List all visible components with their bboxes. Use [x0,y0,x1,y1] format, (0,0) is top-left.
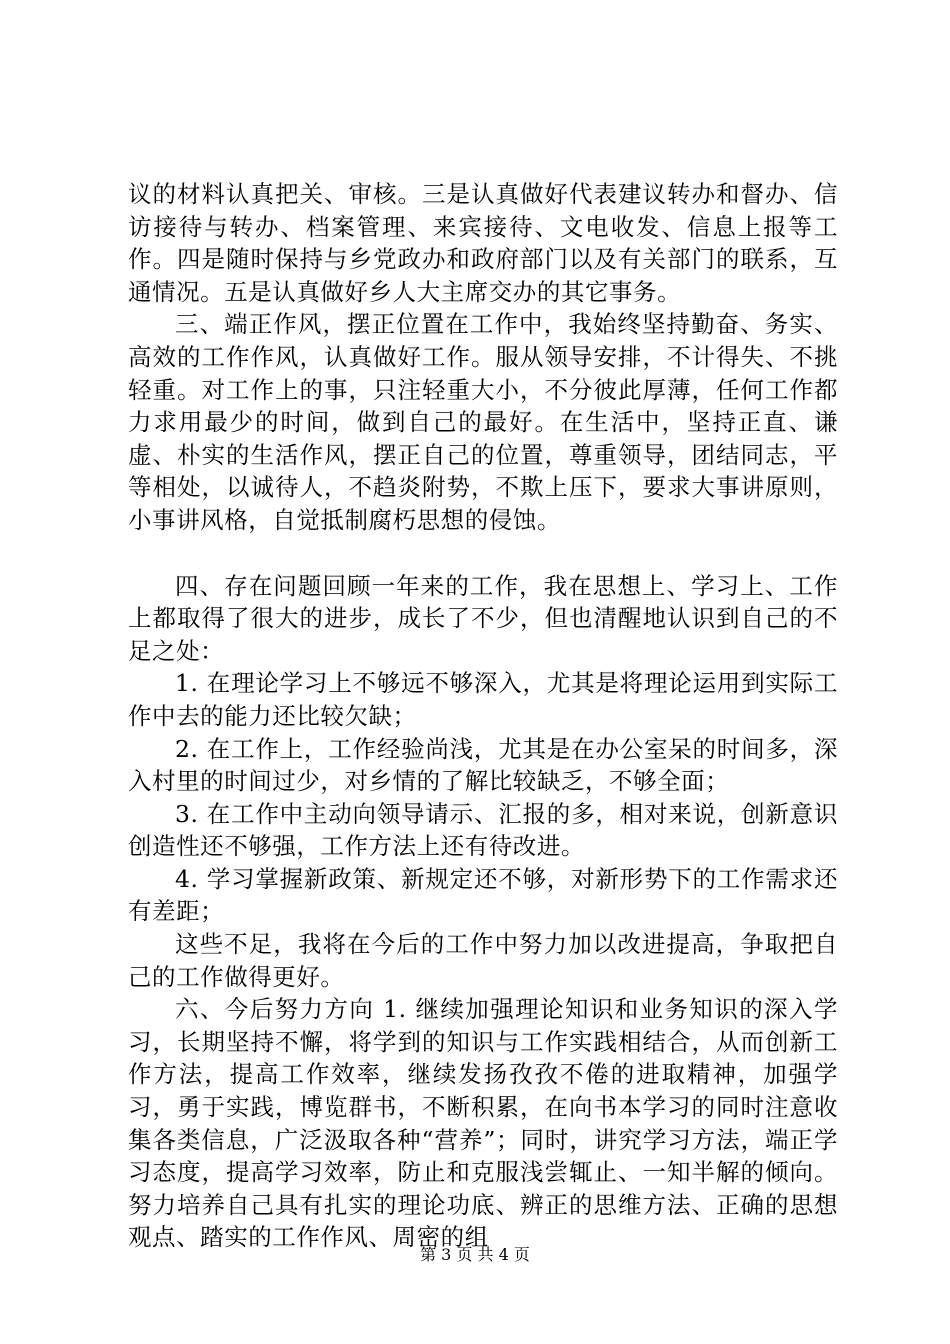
list-item-1: 1. 在理论学习上不够远不够深入，尤其是将理论运用到实际工作中去的能力还比较欠缺； [128,669,838,730]
paragraph-continued: 议的材料认真把关、审核。三是认真做好代表建议转办和督办、信访接待与转办、档案管理、来宾接待、文电收发、信息上报等工作。四是随时保持与乡党政办和政府部门以及有关部门的联系，互通情况。五是认真做好乡人大主席交办的其它事务。 [128,180,838,306]
list-item-4: 4. 学习掌握新政策、新规定还不够，对新形势下的工作需求还有差距； [128,864,838,926]
paragraph-section-3: 三、端正作风，摆正位置在工作中，我始终坚持勤奋、务实、高效的工作作风，认真做好工作。服从领导安排，不计得失、不挑轻重。对工作上的事，只注轻重大小，不分彼此厚薄，任何工作都力求用最少的时间，做到自己的最好。在生活中，坚持正直、谦虚、朴实的生活作风，摆正自己的位置，尊重领导，团结同志，平等相处，以诚待人，不趋炎附势，不欺上压下，要求大事讲原则，小事讲风格，自觉抵制腐朽思想的侵蚀。 [128,310,838,534]
paragraph-section-4: 四、存在问题回顾一年来的工作，我在思想上、学习上、工作上都取得了很大的进步，成长了不少，但也清醒地认识到自己的不足之处： [128,571,838,665]
page-footer: 第 3 页 共 4 页 [420,1245,530,1264]
document-body [128,178,838,1254]
list-item-2: 2. 在工作上，工作经验尚浅，尤其是在办公室呆的时间多，深入村里的时间过少，对乡情的了解比较缺乏，不够全面； [128,734,838,796]
paragraph-summary: 这些不足，我将在今后的工作中努力加以改进提高，争取把自己的工作做得更好。 [128,930,838,991]
paragraph-gap [128,537,838,570]
list-item-3: 3. 在工作中主动向领导请示、汇报的多，相对来说，创新意识创造性还不够强，工作方法上还有待改进。 [128,799,838,861]
paragraph-section-6: 六、今后努力方向 1. 继续加强理论知识和业务知识的深入学习，长期坚持不懈，将学到的知识与工作实践相结合，从而创新工作方法，提高工作效率，继续发扬孜孜不倦的进取精神，加强学习，勇于实践，博览群书，不断积累，在向书本学习的同时注意收集各类信息，广泛汲取各种“营养”；同时，讲究学习方法，端正学习态度，提高学习效率，防止和克服浅尝辄止、一知半解的倾向。努力培养自己具有扎实的理论功底、辨正的思维方法、正确的思想观点、踏实的工作作风、周密的组 [128,995,838,1252]
